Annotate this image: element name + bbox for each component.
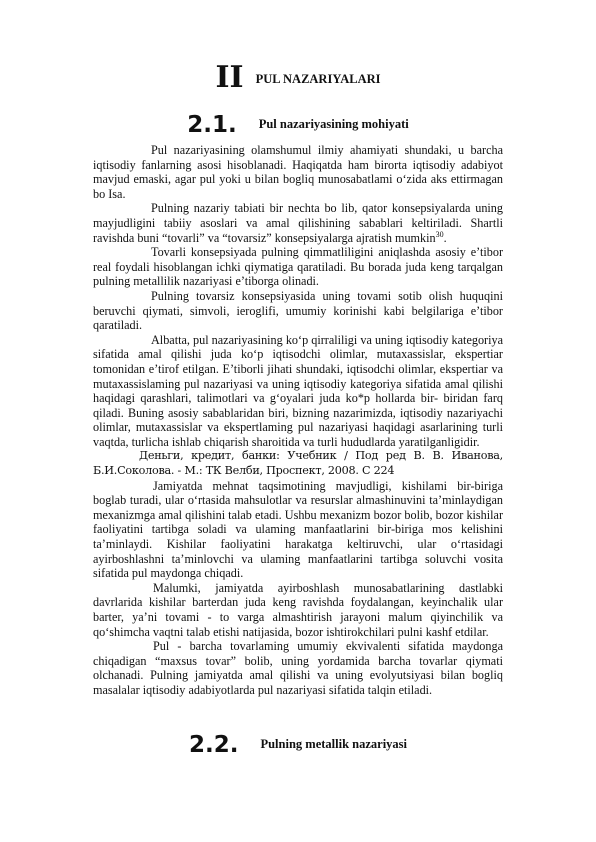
footnote-reference: Деньги, кредит, банки: Учебник / Под ред В. В. Иванова, Б.И.Соколова. - М.: ТК Велби, Проспект, 2008. С 224 [93, 449, 503, 478]
paragraph [93, 201, 503, 245]
paragraph: Tovarli konsepsiyada pulning qimmatliligini aniqlashda asosiy e’tibor real foydali hisoblangan ichki qiymatiga qaratiladi. Bu borada juda keng tarqalgan pulning metallilik nazariyasi e’tiborga olinadi. [93, 245, 503, 289]
paragraph: Pulning tovarsiz konsepsiyasida uning tovami sotib olish huquqini beruvchi qiymati, simvoli, ieroglifi, umumiy korinishi kabi belgilariga e’tibor qaratiladi. [93, 288, 503, 333]
paragraph: Malumki, jamiyatda ayirboshlash munosabatlarining dastlabki davrlarida kishilar barterdan juda keng ravishda foydalangan, keyinchalik ular barter, ya’ni tovami - to varga almashtirish jarayoni malum qiyinchilik va qo‘shimcha vaqtni talab etishi natijasida, bozor ishtirokchilari pulni kashf etdilar. [93, 580, 503, 639]
chapter-number: II [215, 60, 244, 95]
section-heading-2-1 [0, 112, 596, 138]
paragraph-tail: . [443, 230, 447, 245]
chapter-title: PUL NAZARIYALARI [255, 72, 381, 86]
section-heading-2-2 [0, 732, 596, 758]
section-title: Pul nazariyasining mohiyati [258, 117, 409, 131]
section-number: 2.2. [188, 732, 239, 758]
body-text [93, 143, 503, 698]
paragraph: Pul nazariyasining olamshumul ilmiy ahamiyati shundaki, u barcha iqtisodiy fanlarning asosi hisoblanadi. Haqiqatda ham birorta iqtisodiy adabiyot mavjud emaski, agar pul yoki u bilan bogliq munosabatlami o‘zida aks ettirmagan bo Isa. [93, 143, 503, 201]
section-title: Pulning metallik nazariyasi [260, 737, 408, 751]
footnote-marker[interactable]: 30 [435, 229, 444, 239]
paragraph: Jamiyatda mehnat taqsimotining mavjudligi, kishilami bir-biriga boglab turadi, ular o‘rtasida mahsulotlar va resurslar almashinuvini ta’minlaydigan mexanizmga amal qilishini talab etadi. Ushbu mexanizm bozor bolib, bozor kishilar faoliyatini tartibga soladi va ulaming manfaatlarini bir-biriga mos kelishini ta’minlaydi. Kishilar faoliyatini harakatga keltiruvchi, ular o‘rtasidagi ayirboshlashni ta’minlovchi va ulaming manfaatlarini tartibga soluvchi vosita sifatida pul maydonga chiqadi. [93, 478, 503, 581]
paragraph-text: Pulning nazariy tabiati bir nechta bo lib, qator konsepsiyalarda uning mayjudligini tabiiy asoslari va amal qilishining sabablari keltiriladi. Shartli ravishda buni “tovarli” va “tovarsiz” konsepsiyalarga ajratish mumkin [93, 201, 503, 245]
paragraph: Pul - barcha tovarlaming umumiy ekvivalenti sifatida maydonga chiqadigan “maxsus tovar” bolib, uning yordamida barcha tovarlar qiymati olchanadi. Pulning jamiyatda amal qilishi va uning evolyutsiyasi bilan bogliq masalalar iqtisodiy adabiyotlarda pul nazariyasi sifatida talqin etiladi. [93, 639, 503, 697]
chapter-heading [0, 60, 596, 101]
paragraph: Albatta, pul nazariyasining ko‘p qirraliligi va uning iqtisodiy kategoriya sifatida amal qilishi juda ko‘p iqtisodchi olimlar, mutaxassislar, ekspertiar tomonidan e’tirof etilgan. E’tiborli jihati shundaki, iqtisodchi olimlar, ekspertiar va mutaxassislaming pul nazariyasi va uning iqtisodiy kategoriya sifatida amal qilishi haqidagi qarashlari, talimotlari va g‘oyalari juda ko*p hollarda bir- biridan farq qiladi. Buning asosiy sabablaridan biri, bizning nazarimizda, iqtisodiy nazariyachi olimlar, mutaxassislar va ekspertlaming pul nazariyasi haqidagi asarlarining turli vaqtda, turlicha ishlab chiqarish sharoitida va turli hududlarda yaratilganligidir. [93, 332, 503, 449]
section-number: 2.1. [187, 112, 237, 138]
